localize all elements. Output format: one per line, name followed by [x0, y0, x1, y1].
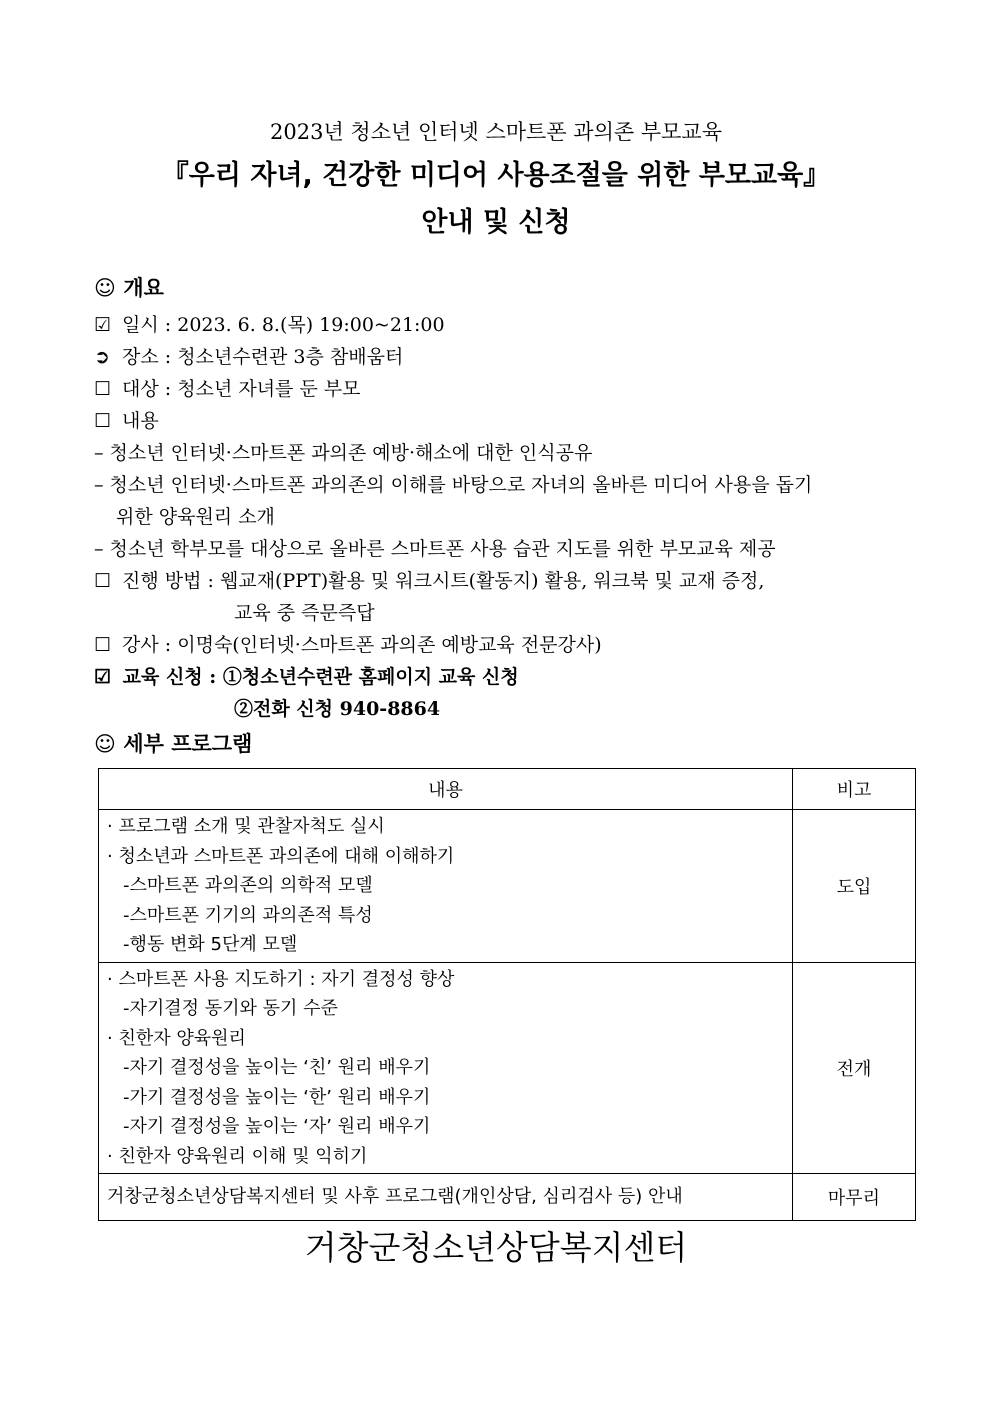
- overview-heading-label: 개요: [123, 276, 164, 300]
- row-content: [99, 962, 793, 1174]
- date-text: 일시 : 2023. 6. 8.(목) 19:00~21:00: [122, 314, 445, 336]
- lecturer-text: 강사 : 이명숙(인터넷·스마트폰 과의존 예방교육 전문강사): [122, 634, 602, 656]
- method-text: 진행 방법 : 웹교재(PPT)활용 및 워크시트(활동지) 활용, 워크북 및 교재 증정,: [122, 570, 765, 592]
- row-line: -가기 결정성을 높이는 ‘한’ 원리 배우기: [123, 1086, 431, 1108]
- row-content: [99, 1174, 793, 1221]
- document-subtitle: 2023년 청소년 인터넷 스마트폰 과의존 부모교육: [270, 120, 722, 144]
- method-line: [94, 566, 764, 593]
- place-line: [94, 342, 403, 369]
- program-heading-label: 세부 프로그램: [123, 732, 253, 756]
- content-item: – 청소년 학부모를 대상으로 올바른 스마트폰 사용 습관 지도를 위한 부모교육 제공: [94, 538, 776, 560]
- method-text-continued: 교육 중 즉문즉답: [234, 602, 375, 624]
- overview-heading: [94, 272, 164, 302]
- row-note: 도입: [793, 810, 916, 963]
- program-table: [98, 768, 916, 1221]
- document-title-sub: 안내 및 신청: [421, 207, 571, 238]
- content-label-text: 내용: [122, 410, 159, 432]
- checkbox-empty-icon: ☐: [94, 410, 112, 432]
- row-line: -자기 결정성을 높이는 ‘자’ 원리 배우기: [123, 1116, 431, 1137]
- checkbox-empty-icon: ☐: [94, 570, 112, 592]
- row-note: 마무리: [793, 1174, 916, 1221]
- date-line: [94, 310, 445, 337]
- lecturer-line: [94, 630, 602, 657]
- column-header-content: 내용: [99, 769, 793, 810]
- row-line: · 프로그램 소개 및 관찰자척도 실시: [107, 816, 385, 837]
- row-content: [99, 810, 793, 963]
- row-line: -스마트폰 기기의 과의존적 특성: [123, 904, 373, 926]
- row-note: 전개: [793, 962, 916, 1174]
- table-row: [99, 962, 916, 1174]
- column-header-note: 비고: [793, 769, 916, 810]
- table-row: [99, 810, 916, 963]
- row-line: -스마트폰 과의존의 의학적 모델: [123, 875, 373, 896]
- apply-line: [94, 662, 519, 689]
- table-row: [99, 1174, 916, 1221]
- apply-phone: ②전화 신청 940-8864: [234, 698, 441, 720]
- smiley-icon: ☺: [94, 276, 116, 300]
- row-line: · 스마트폰 사용 지도하기 : 자기 결정성 향상: [107, 968, 455, 990]
- row-line: -행동 변화 5단계 모델: [123, 934, 298, 955]
- checkbox-checked-icon: ☑: [94, 666, 112, 688]
- document-title: 『우리 자녀, 건강한 미디어 사용조절을 위한 부모교육』: [161, 160, 831, 191]
- content-label-line: [94, 406, 159, 433]
- content-item: – 청소년 인터넷·스마트폰 과의존 예방·해소에 대한 인식공유: [94, 442, 593, 464]
- target-line: [94, 374, 361, 401]
- footer-organization: 거창군청소년상담복지센터: [304, 1228, 688, 1267]
- row-line: · 친한자 양육원리 이해 및 익히기: [107, 1145, 368, 1167]
- table-header-row: [99, 769, 916, 810]
- target-text: 대상 : 청소년 자녀를 둔 부모: [122, 378, 361, 400]
- checkbox-checked-icon: ☑: [94, 314, 112, 336]
- row-line: 거창군청소년상담복지센터 및 사후 프로그램(개인상담, 심리검사 등) 안내: [107, 1186, 683, 1207]
- apply-text: 교육 신청 : ①청소년수련관 홈페이지 교육 신청: [122, 666, 519, 688]
- row-line: · 친한자 양육원리: [107, 1027, 246, 1049]
- arrow-right-icon: ➲: [94, 346, 110, 368]
- smiley-icon: ☺: [94, 732, 116, 756]
- checkbox-empty-icon: ☐: [94, 378, 112, 400]
- checkbox-empty-icon: ☐: [94, 634, 112, 656]
- place-text: 장소 : 청소년수련관 3층 참배움터: [122, 346, 404, 368]
- row-line: · 청소년과 스마트폰 과의존에 대해 이해하기: [107, 845, 455, 867]
- content-item-continued: 위한 양육원리 소개: [116, 506, 275, 528]
- content-item: – 청소년 인터넷·스마트폰 과의존의 이해를 바탕으로 자녀의 올바른 미디어 사용을 돕기: [94, 474, 813, 496]
- row-line: -자기결정 동기와 동기 수준: [123, 998, 338, 1019]
- program-heading: [94, 728, 252, 758]
- row-line: -자기 결정성을 높이는 ‘친’ 원리 배우기: [123, 1057, 431, 1078]
